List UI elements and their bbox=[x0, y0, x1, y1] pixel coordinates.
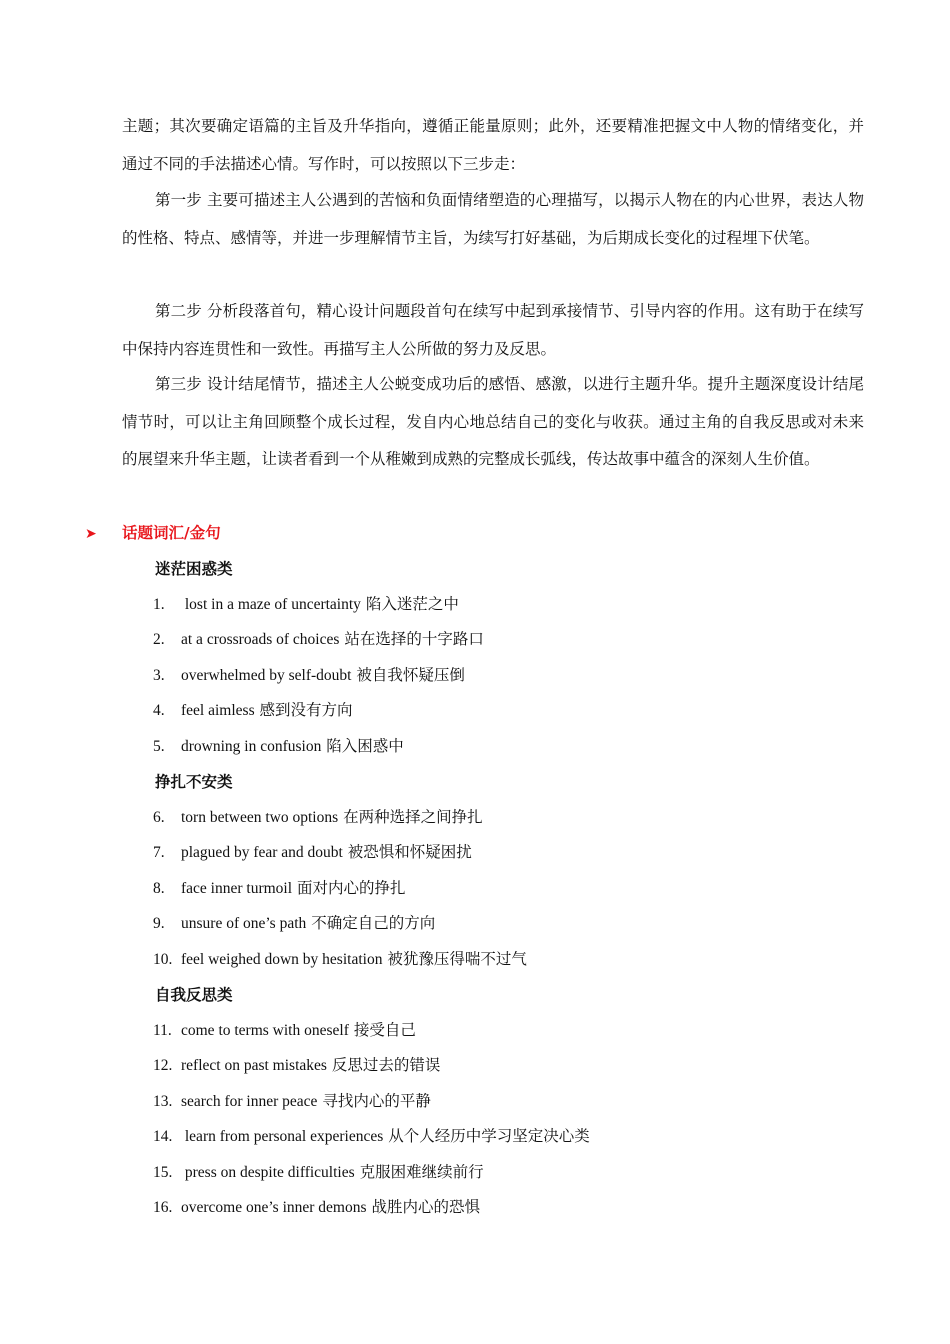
list-item bbox=[153, 1119, 590, 1154]
item-english: overcome one’s inner demons bbox=[181, 1199, 367, 1216]
item-chinese: 反思过去的错误 bbox=[331, 1056, 441, 1074]
list-item bbox=[153, 835, 472, 870]
item-number: 8. bbox=[153, 880, 165, 897]
item-english: face inner turmoil bbox=[181, 880, 293, 897]
item-chinese: 在两种选择之间挣扎 bbox=[343, 808, 483, 826]
arrow-bullet-icon: ➤ bbox=[85, 526, 97, 542]
paragraph-step-one: 第一步 主要可描述主人公遇到的苦恼和负面情绪塑造的心理描写，以揭示人物在的内心世界，表达人物的性格、特点、感情等，并进一步理解情节主旨，为续写打好基础，为后期成长变化的过程埋下伏笔。 bbox=[122, 191, 864, 247]
item-english: lost in a maze of uncertainty bbox=[181, 596, 361, 613]
item-number: 10. bbox=[153, 951, 173, 968]
section-title: 话题词汇/金句 bbox=[122, 524, 221, 542]
item-chinese: 面对内心的挣扎 bbox=[296, 879, 406, 897]
item-number: 12. bbox=[153, 1057, 173, 1074]
item-number: 6. bbox=[153, 809, 165, 826]
item-english: feel aimless bbox=[181, 702, 255, 719]
item-english: search for inner peace bbox=[181, 1093, 318, 1110]
item-chinese: 被恐惧和怀疑困扰 bbox=[347, 843, 472, 861]
item-chinese: 克服困难继续前行 bbox=[359, 1163, 484, 1181]
list-item bbox=[153, 942, 527, 977]
item-number: 2. bbox=[153, 631, 165, 648]
category-title: 自我反思类 bbox=[155, 986, 233, 1004]
item-number: 7. bbox=[153, 844, 165, 861]
item-number: 3. bbox=[153, 667, 165, 684]
item-chinese: 被犹豫压得喘不过气 bbox=[387, 950, 527, 968]
paragraph-step-two: 第二步 分析段落首句，精心设计问题段首句在续写中起到承接情节、引导内容的作用。这有助于在续写中保持内容连贯性和一致性。再描写主人公所做的努力及反思。 bbox=[122, 302, 864, 358]
list-item bbox=[153, 729, 404, 764]
paragraph-step-three: 第三步 设计结尾情节，描述主人公蜕变成功后的感悟、感激，以进行主题升华。提升主题深度设计结尾情节时，可以让主角回顾整个成长过程，发自内心地总结自己的变化与收获。通过主角的自我反思或对未来的展望来升华主题，让读者看到一个从稚嫩到成熟的完整成长弧线，传达故事中蕴含的深刻人生价值。 bbox=[122, 375, 864, 468]
list-item bbox=[153, 1013, 416, 1048]
item-chinese: 站在选择的十字路口 bbox=[344, 630, 484, 648]
item-english: at a crossroads of choices bbox=[181, 631, 340, 648]
list-item bbox=[153, 1048, 440, 1083]
list-item bbox=[153, 871, 406, 906]
item-english: plagued by fear and doubt bbox=[181, 844, 343, 861]
paragraph-intro: 主题；其次要确定语篇的主旨及升华指向，遵循正能量原则；此外，还要精准把握文中人物的情绪变化，并通过不同的手法描述心情。写作时，可以按照以下三步走： bbox=[122, 117, 864, 173]
list-item bbox=[153, 587, 459, 622]
item-number: 4. bbox=[153, 702, 165, 719]
item-english: come to terms with oneself bbox=[181, 1022, 349, 1039]
item-chinese: 从个人经历中学习坚定决心类 bbox=[388, 1127, 590, 1145]
item-chinese: 陷入迷茫之中 bbox=[365, 595, 459, 613]
item-english: press on despite difficulties bbox=[181, 1164, 355, 1181]
list-item bbox=[153, 1190, 480, 1225]
item-number: 11. bbox=[153, 1022, 172, 1039]
list-item bbox=[153, 658, 465, 693]
list-item bbox=[153, 622, 484, 657]
category-title: 挣扎不安类 bbox=[155, 773, 233, 791]
item-number: 15. bbox=[153, 1164, 173, 1181]
item-english: unsure of one’s path bbox=[181, 915, 307, 932]
item-english: overwhelmed by self-doubt bbox=[181, 667, 352, 684]
item-english: reflect on past mistakes bbox=[181, 1057, 327, 1074]
item-chinese: 陷入困惑中 bbox=[326, 737, 404, 755]
item-chinese: 感到没有方向 bbox=[259, 701, 353, 719]
item-chinese: 不确定自己的方向 bbox=[311, 914, 436, 932]
item-number: 9. bbox=[153, 915, 165, 932]
item-english: torn between two options bbox=[181, 809, 339, 826]
item-number: 1. bbox=[153, 596, 165, 613]
list-item bbox=[153, 800, 483, 835]
item-english: feel weighed down by hesitation bbox=[181, 951, 383, 968]
list-item bbox=[153, 906, 435, 941]
list-item bbox=[153, 1155, 484, 1190]
section-heading bbox=[85, 516, 221, 550]
item-number: 13. bbox=[153, 1093, 173, 1110]
item-chinese: 寻找内心的平静 bbox=[322, 1092, 431, 1110]
list-item bbox=[153, 1084, 431, 1119]
item-chinese: 接受自己 bbox=[353, 1021, 416, 1039]
item-english: drowning in confusion bbox=[181, 738, 322, 755]
item-number: 5. bbox=[153, 738, 165, 755]
item-english: learn from personal experiences bbox=[181, 1128, 384, 1145]
list-item bbox=[153, 693, 353, 728]
item-number: 14. bbox=[153, 1128, 173, 1145]
category-title: 迷茫困惑类 bbox=[155, 560, 233, 578]
item-chinese: 战胜内心的恐惧 bbox=[371, 1198, 480, 1216]
item-number: 16. bbox=[153, 1199, 173, 1216]
item-chinese: 被自我怀疑压倒 bbox=[356, 666, 465, 684]
